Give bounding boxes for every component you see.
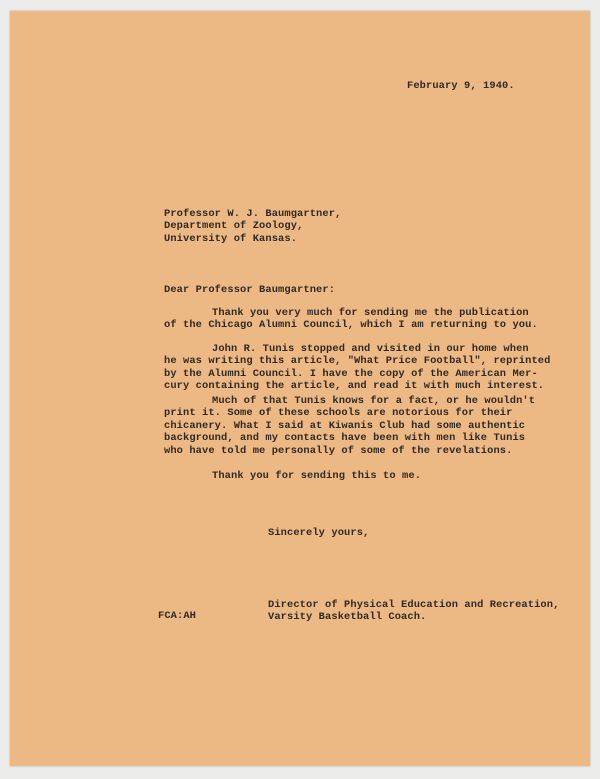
recipient-address [164,208,341,245]
recipient-line: Department of Zoology, [164,220,304,233]
salutation: Dear Professor Baumgartner: [164,284,336,296]
paragraph-2 [164,343,550,393]
paragraph-line: print it. Some of these schools are notorious for their [164,407,513,420]
letter-date: February 9, 1940. [407,80,515,92]
letter-page [10,11,590,766]
recipient-line: Professor W. J. Baumgartner, [164,208,342,220]
paragraph-line: background, and my contacts have been with men like Tunis [164,432,526,445]
paragraph-1 [164,307,538,332]
paragraph-line: John R. Tunis stopped and visited in our home when [212,343,529,355]
reference-initials: FCA:AH [158,610,197,622]
signature-title: Varsity Basketball Coach. [268,611,427,624]
closing: Sincerely yours, [268,527,370,539]
paragraph-line: Thank you very much for sending me the publication [212,307,529,319]
paragraph-line: by the Alumni Council. I have the copy of the American Mer- [164,367,538,380]
paragraph-3 [164,395,535,457]
paragraph-line: chicanery. What I said at Kiwanis Club had some authentic [164,419,526,432]
recipient-line: University of Kansas. [164,232,298,245]
paragraph-line: Much of that Tunis knows for a fact, or he wouldn't [212,395,536,407]
paragraph-line: cury containing the article, and read it with much interest. [164,380,545,393]
paragraph-line: of the Chicago Alumni Council, which I am returning to you. [164,319,538,332]
paragraph-line: Thank you for sending this to me. [212,470,422,482]
signature-block [268,599,559,624]
paragraph-4 [164,470,421,482]
paragraph-line: who have told me personally of some of the revelations. [164,444,513,457]
signature-title: Director of Physical Education and Recreation, [268,599,560,611]
paragraph-line: he was writing this article, "What Price Football", reprinted [164,355,551,368]
